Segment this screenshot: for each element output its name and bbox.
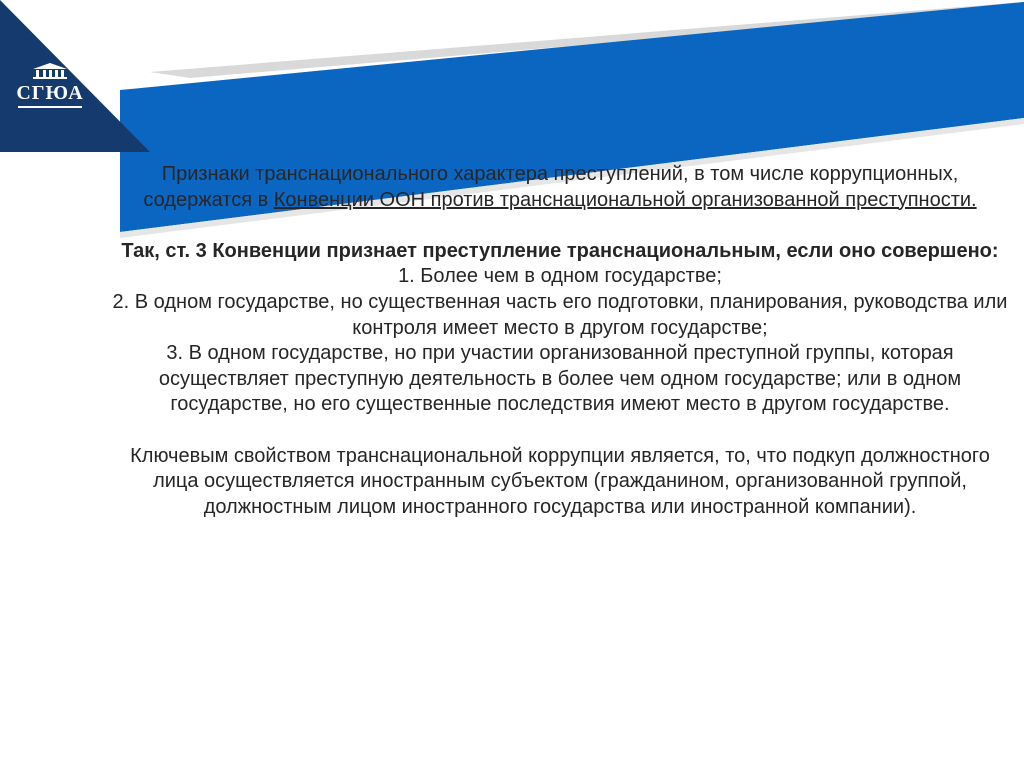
spacer — [110, 213, 1010, 239]
convention-link[interactable]: Конвенции ООН против транснациональной организованной преступности. — [273, 188, 977, 211]
article-heading: Так, ст. 3 Конвенции признает преступление транснациональным, если оно совершено: — [121, 239, 999, 262]
intro-text: Признаки транснационального характера преступлений, в том числе коррупционных, содержатся в — [143, 163, 959, 211]
list-item: 2. В одном государстве, но существенная часть его подготовки, планирования, руководства или контроля имеет место в другом государстве; — [112, 290, 1008, 339]
building-icon — [30, 62, 70, 80]
logo — [14, 62, 86, 128]
list-item: 1. Более чем в одном государстве; — [398, 265, 722, 288]
conclusion-paragraph: Ключевым свойством транснациональной коррупции является, то, что подкуп должностного лица осуществляется иностранным субъектом (гражданином, организованной группой, должностным лицом иностранного государства или иностранной компании). — [130, 444, 990, 518]
logo-text: СГЮА — [16, 82, 84, 104]
slide-content — [110, 162, 1010, 520]
intro-paragraph — [110, 162, 1010, 213]
list-item: 3. В одном государстве, но при участии организованной преступной группы, которая осуществляет преступную деятельность в более чем одном государстве; или в одном государстве, но его существенные последствия имеют место в другом государстве. — [158, 342, 962, 416]
spacer — [110, 418, 1010, 444]
logo-rule — [18, 106, 82, 108]
